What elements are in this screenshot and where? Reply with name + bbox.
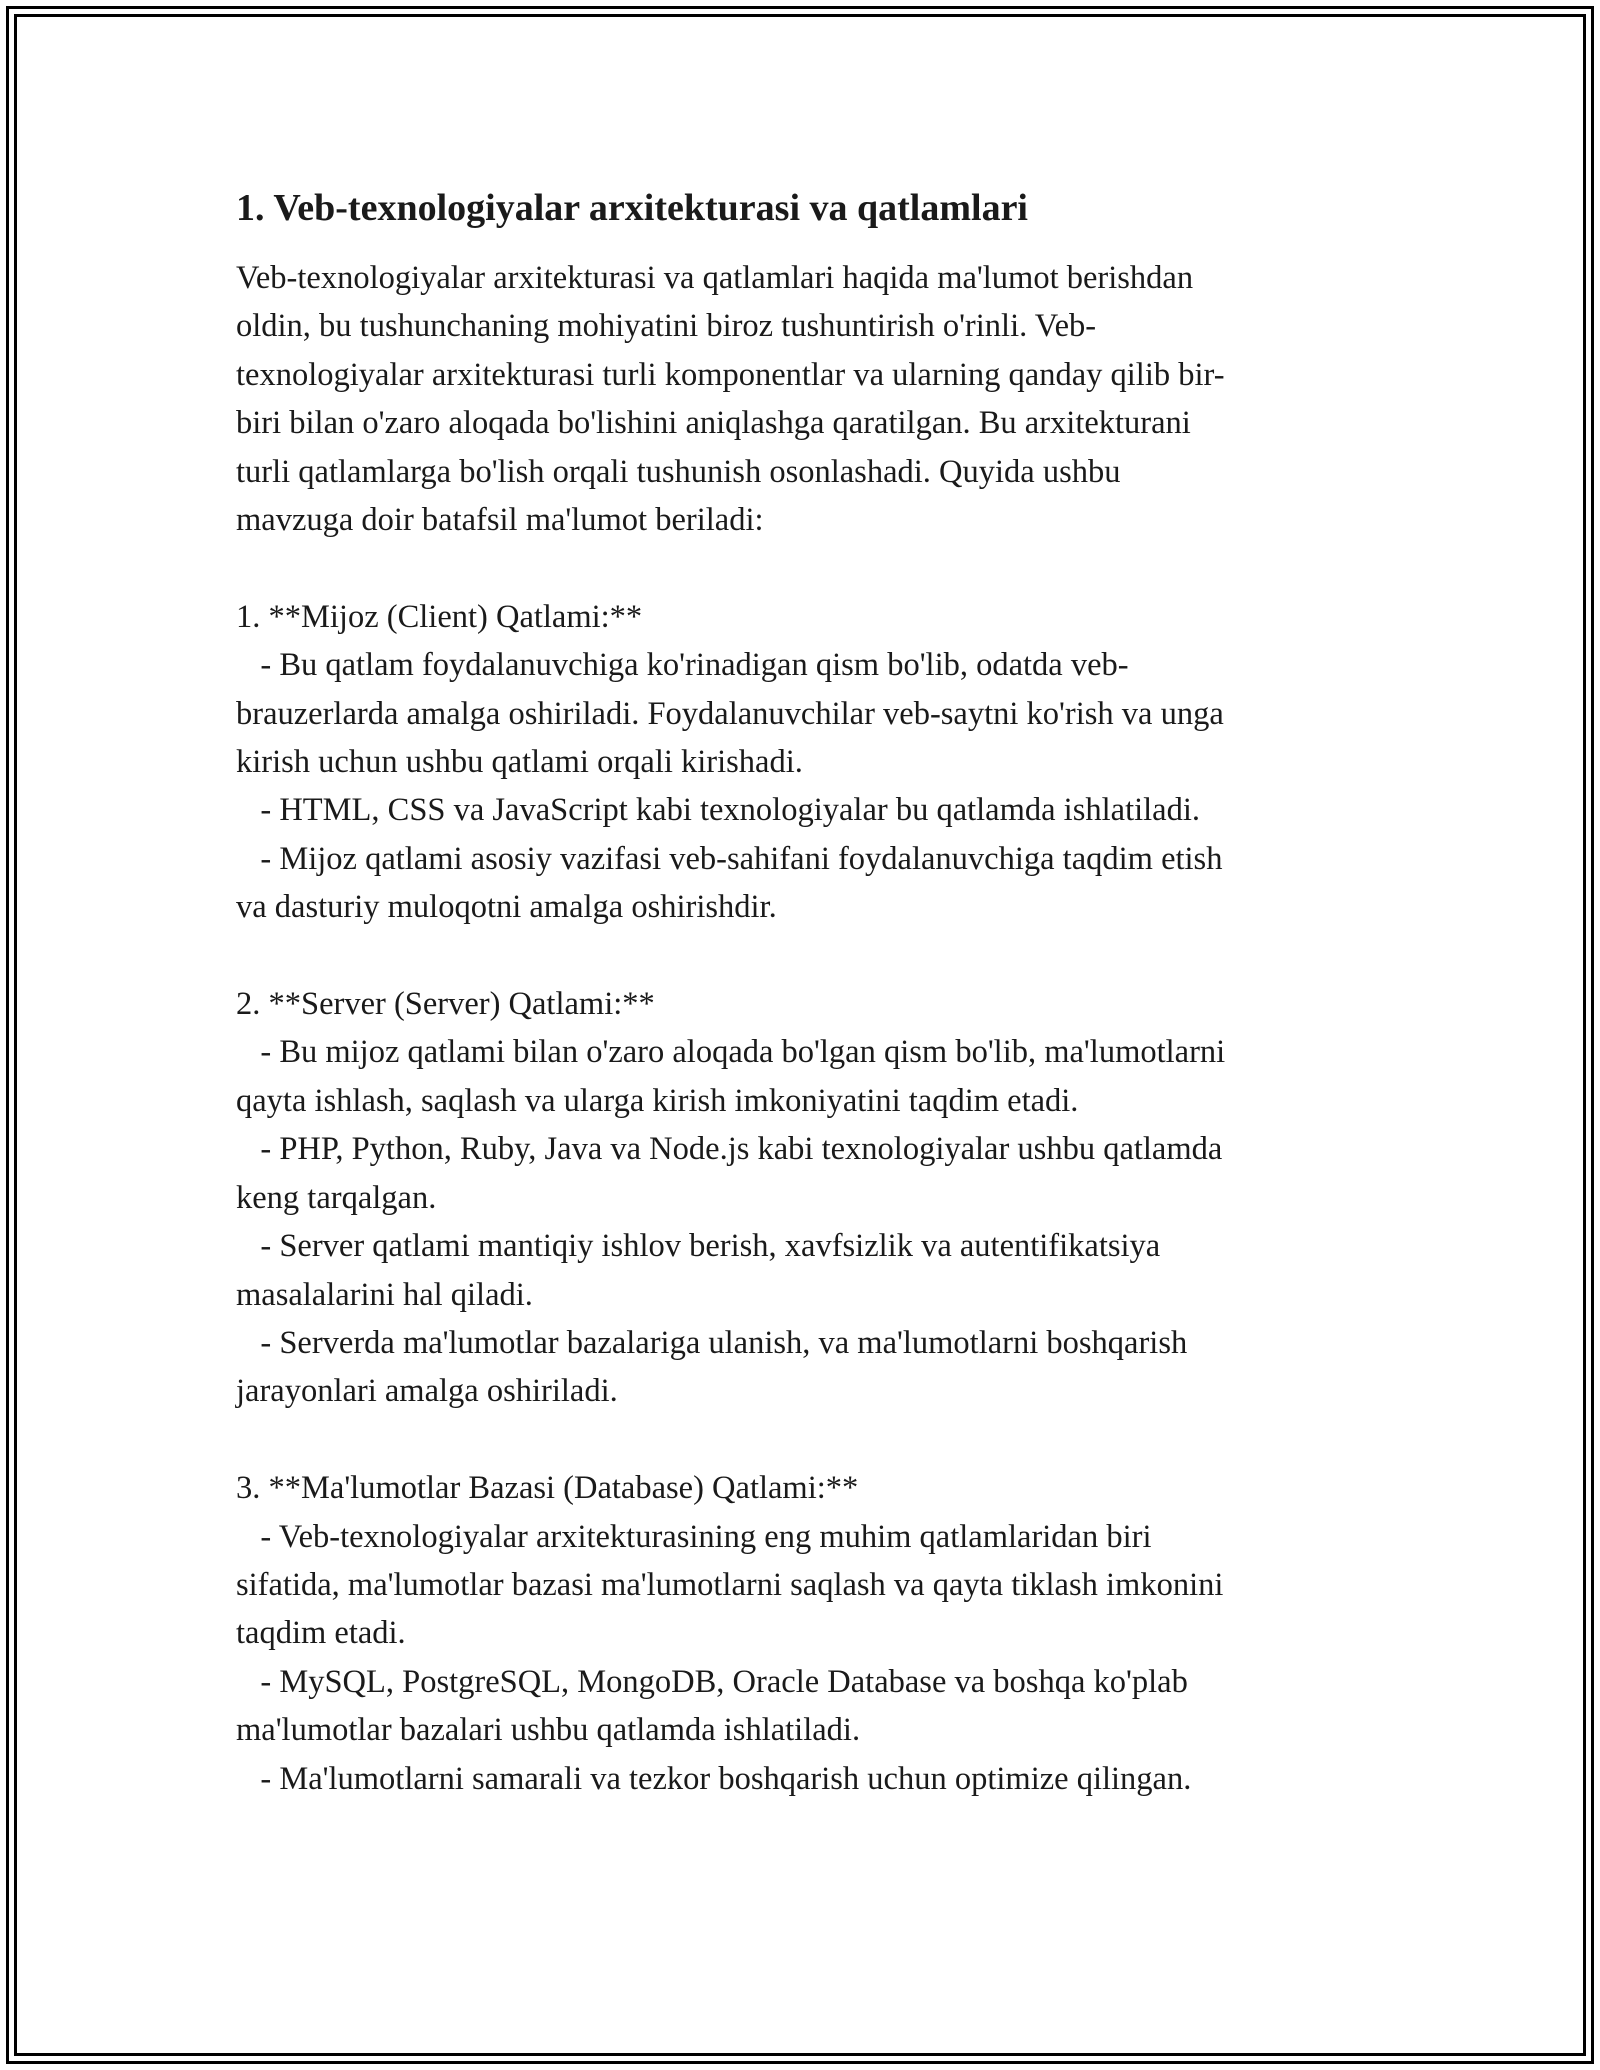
- text-line: ma'lumotlar bazalari ushbu qatlamda ishlatiladi.: [236, 1712, 861, 1749]
- text-line: - Mijoz qatlami asosiy vazifasi veb-sahifani foydalanuvchiga taqdim etish: [236, 840, 1223, 877]
- text-line: texnologiyalar arxitekturasi turli komponentlar va ularning qanday qilib bir-: [236, 356, 1225, 393]
- document-title: 1. Veb-texnologiyalar arxitekturasi va qatlamlari: [236, 187, 1028, 229]
- section-server: [236, 980, 1366, 1416]
- text-line: keng tarqalgan.: [236, 1179, 437, 1216]
- paragraph-gap: [236, 932, 1366, 980]
- text-line: taqdim etadi.: [236, 1615, 406, 1652]
- text-line: - Bu qatlam foydalanuvchiga ko'rinadigan qism bo'lib, odatda veb-: [236, 647, 1129, 684]
- text-line: - Veb-texnologiyalar arxitekturasining eng muhim qatlamlaridan biri: [236, 1518, 1152, 1555]
- text-line: Veb-texnologiyalar arxitekturasi va qatlamlari haqida ma'lumot berishdan: [236, 260, 1194, 296]
- section-heading: 2. **Server (Server) Qatlami:**: [236, 986, 655, 1023]
- text-line: turli qatlamlarga bo'lish orqali tushunish osonlashadi. Quyida ushbu: [236, 453, 1121, 490]
- paragraph-gap: [236, 544, 1366, 592]
- text-line: mavzuga doir batafsil ma'lumot beriladi:: [236, 502, 764, 539]
- text-line: jarayonlari amalga oshiriladi.: [236, 1373, 618, 1410]
- text-line: - Bu mijoz qatlami bilan o'zaro aloqada bo'lgan qism bo'lib, ma'lumotlarni: [236, 1034, 1226, 1071]
- text-line: - Serverda ma'lumotlar bazalariga ulanish, va ma'lumotlarni boshqarish: [236, 1324, 1188, 1361]
- text-line: qayta ishlash, saqlash va ularga kirish imkoniyatini taqdim etadi.: [236, 1082, 1079, 1119]
- section-client: [236, 593, 1366, 932]
- text-line: - HTML, CSS va JavaScript kabi texnologiyalar bu qatlamda ishlatiladi.: [236, 792, 1200, 829]
- text-line: kirish uchun ushbu qatlami orqali kirishadi.: [236, 744, 803, 781]
- text-line: oldin, bu tushunchaning mohiyatini biroz tushuntirish o'rinli. Veb-: [236, 308, 1097, 345]
- text-line: va dasturiy muloqotni amalga oshirishdir.: [236, 889, 777, 926]
- text-line: masalalarini hal qiladi.: [236, 1276, 533, 1313]
- text-line: sifatida, ma'lumotlar bazasi ma'lumotlarni saqlash va qayta tiklash imkonini: [236, 1566, 1224, 1603]
- section-database: [236, 1464, 1366, 1803]
- text-line: - PHP, Python, Ruby, Java va Node.js kabi texnologiyalar ushbu qatlamda: [236, 1131, 1223, 1168]
- paragraph-gap: [236, 1416, 1366, 1464]
- section-heading: 1. **Mijoz (Client) Qatlami:**: [236, 598, 643, 635]
- text-line: - Ma'lumotlarni samarali va tezkor boshqarish uchun optimize qilingan.: [236, 1760, 1192, 1797]
- text-line: - Server qatlami mantiqiy ishlov berish, xavfsizlik va autentifikatsiya: [236, 1228, 1161, 1265]
- text-line: - MySQL, PostgreSQL, MongoDB, Oracle Database va boshqa ko'plab: [236, 1663, 1188, 1700]
- intro-paragraph: [236, 254, 1366, 544]
- text-line: brauzerlarda amalga oshiriladi. Foydalanuvchilar veb-saytni ko'rish va unga: [236, 695, 1224, 732]
- text-line: biri bilan o'zaro aloqada bo'lishini aniqlashga qaratilgan. Bu arxitekturani: [236, 405, 1191, 442]
- section-heading: 3. **Ma'lumotlar Bazasi (Database) Qatlami:**: [236, 1470, 859, 1507]
- document-page: [236, 180, 1366, 1803]
